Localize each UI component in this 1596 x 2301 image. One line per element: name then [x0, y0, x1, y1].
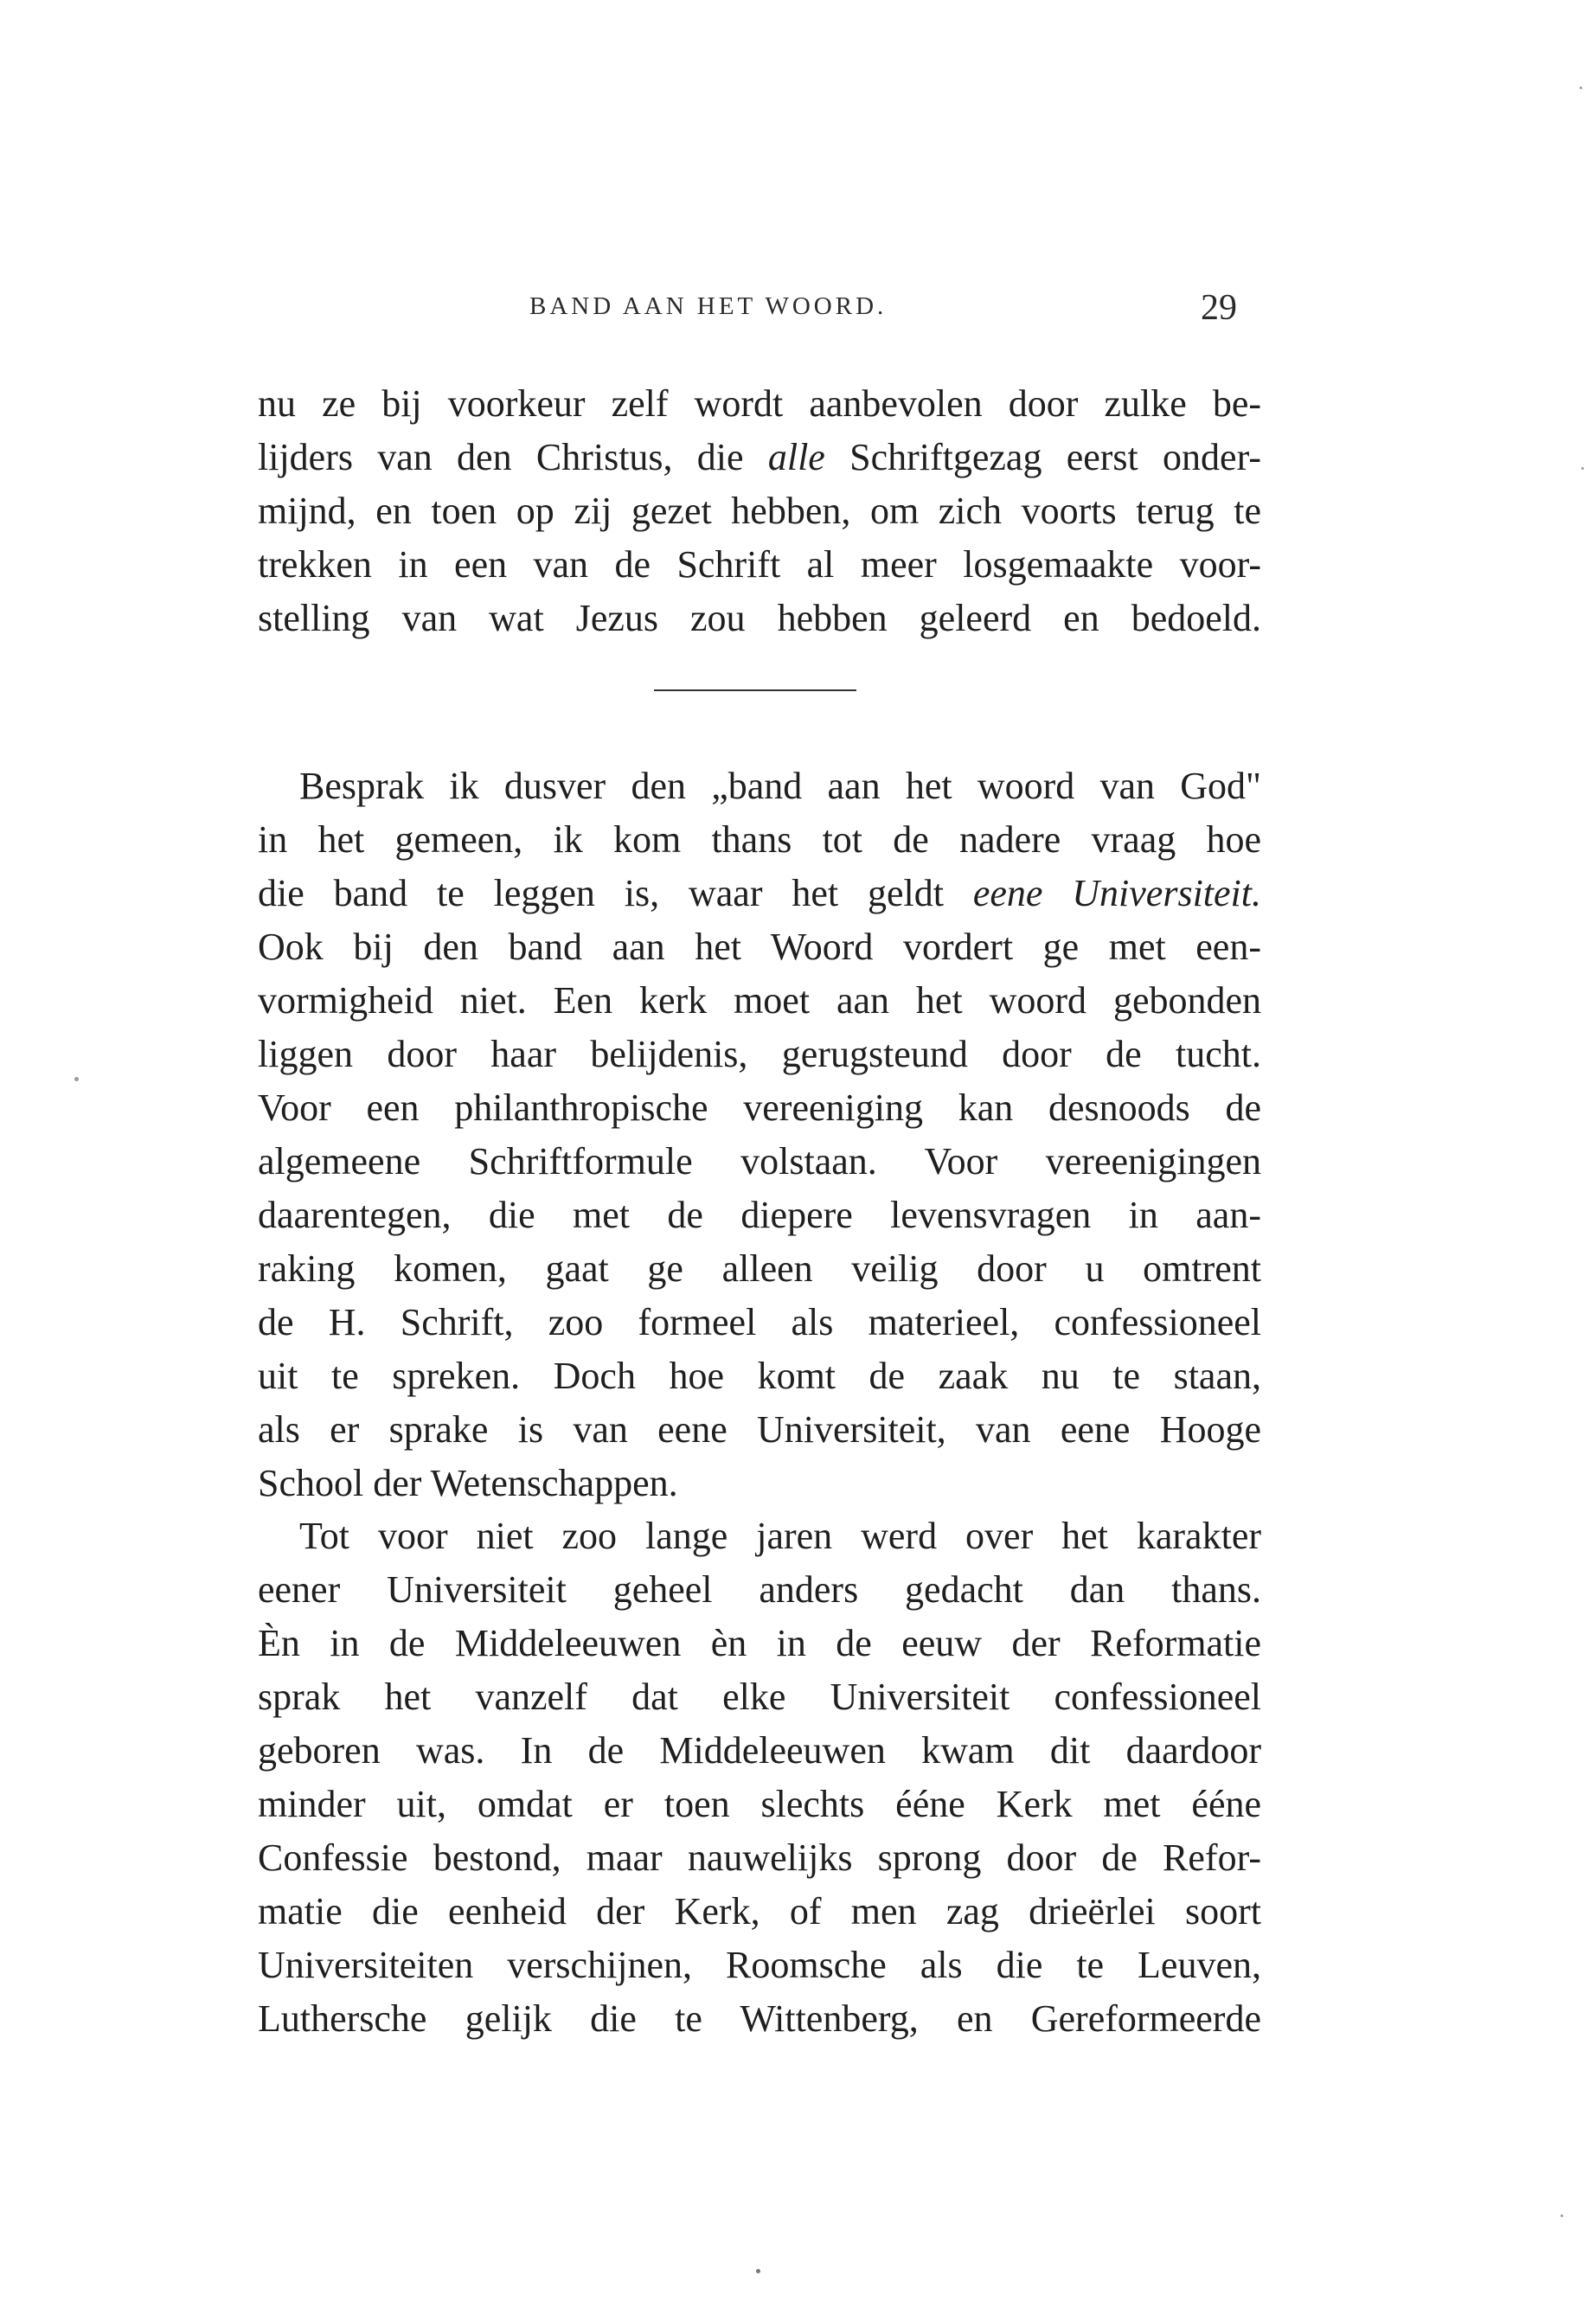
text-line: Confessie bestond, maar nauwelijks sprong door de Refor- [258, 1836, 1261, 1879]
text-line: Universiteiten verschijnen, Roomsche als die te Leuven, [258, 1944, 1261, 1986]
text-line: mijnd, en toen op zij gezet hebben, om zich voorts terug te [258, 490, 1261, 532]
text-line: eener Universiteit geheel anders gedacht dan thans. [258, 1568, 1261, 1611]
scan-speck [74, 1077, 79, 1081]
paragraph-2 [258, 760, 1261, 1510]
text-line: raking komen, gaat ge alleen veilig door u omtrent [258, 1247, 1261, 1290]
text-line: die band te leggen is, waar het geldt eene Universiteit. [258, 872, 1261, 914]
section-divider [654, 689, 856, 691]
text-line: School der Wetenschappen. [258, 1462, 678, 1504]
scan-speck [1580, 87, 1582, 89]
text-line: de H. Schrift, zoo formeel als materieel, confessioneel [258, 1301, 1261, 1343]
text-line: lijders van den Christus, die alle Schriftgezag eerst onder- [258, 436, 1261, 478]
text-line: vormigheid niet. Een kerk moet aan het woord gebonden [258, 979, 1261, 1022]
text-line: in het gemeen, ik kom thans tot de nadere vraag hoe [258, 818, 1261, 861]
scan-speck [756, 2269, 760, 2273]
text-line: Ook bij den band aan het Woord vordert ge met een- [258, 926, 1261, 968]
text-line: minder uit, omdat er toen slechts ééne Kerk met ééne [258, 1783, 1261, 1825]
paragraph-1 [258, 377, 1261, 645]
text-line: uit te spreken. Doch hoe komt de zaak nu te staan, [258, 1355, 1261, 1397]
italic-emphasis: eene Universiteit. [972, 872, 1261, 914]
page-number: 29 [1201, 288, 1237, 328]
text-line: Èn in de Middeleeuwen èn in de eeuw der Reformatie [258, 1622, 1261, 1664]
text-line: geboren was. In de Middeleeuwen kwam dit daardoor [258, 1729, 1261, 1772]
text-line: Besprak ik dusver den „band aan het woord van God" [299, 765, 1261, 807]
scan-speck [1561, 2214, 1563, 2217]
running-head: BAND AAN HET WOORD. [529, 292, 888, 320]
text-line: als er sprake is van eene Universiteit, van eene Hooge [258, 1408, 1261, 1451]
text-line: algemeene Schriftformule volstaan. Voor vereenigingen [258, 1140, 1261, 1183]
text-line: trekken in een van de Schrift al meer losgemaakte voor- [258, 543, 1261, 586]
text-line: Tot voor niet zoo lange jaren werd over het karakter [299, 1515, 1261, 1557]
text-line: Luthersche gelijk die te Wittenberg, en Gereformeerde [258, 1997, 1261, 2040]
italic-emphasis: alle [767, 436, 825, 478]
paragraph-3 [258, 1509, 1261, 2046]
text-line: Voor een philanthropische vereeniging kan desnoods de [258, 1086, 1261, 1129]
text-line: daarentegen, die met de diepere levensvragen in aan- [258, 1194, 1261, 1236]
text-line: matie die eenheid der Kerk, of men zag drieërlei soort [258, 1890, 1261, 1932]
text-line: liggen door haar belijdenis, gerugsteund door de tucht. [258, 1033, 1261, 1075]
text-line: sprak het vanzelf dat elke Universiteit confessioneel [258, 1676, 1261, 1718]
text-line: stelling van wat Jezus zou hebben geleerd en bedoeld. [258, 597, 1261, 639]
text-line: nu ze bij voorkeur zelf wordt aanbevolen door zulke be- [258, 382, 1261, 425]
scan-speck [1581, 467, 1584, 470]
